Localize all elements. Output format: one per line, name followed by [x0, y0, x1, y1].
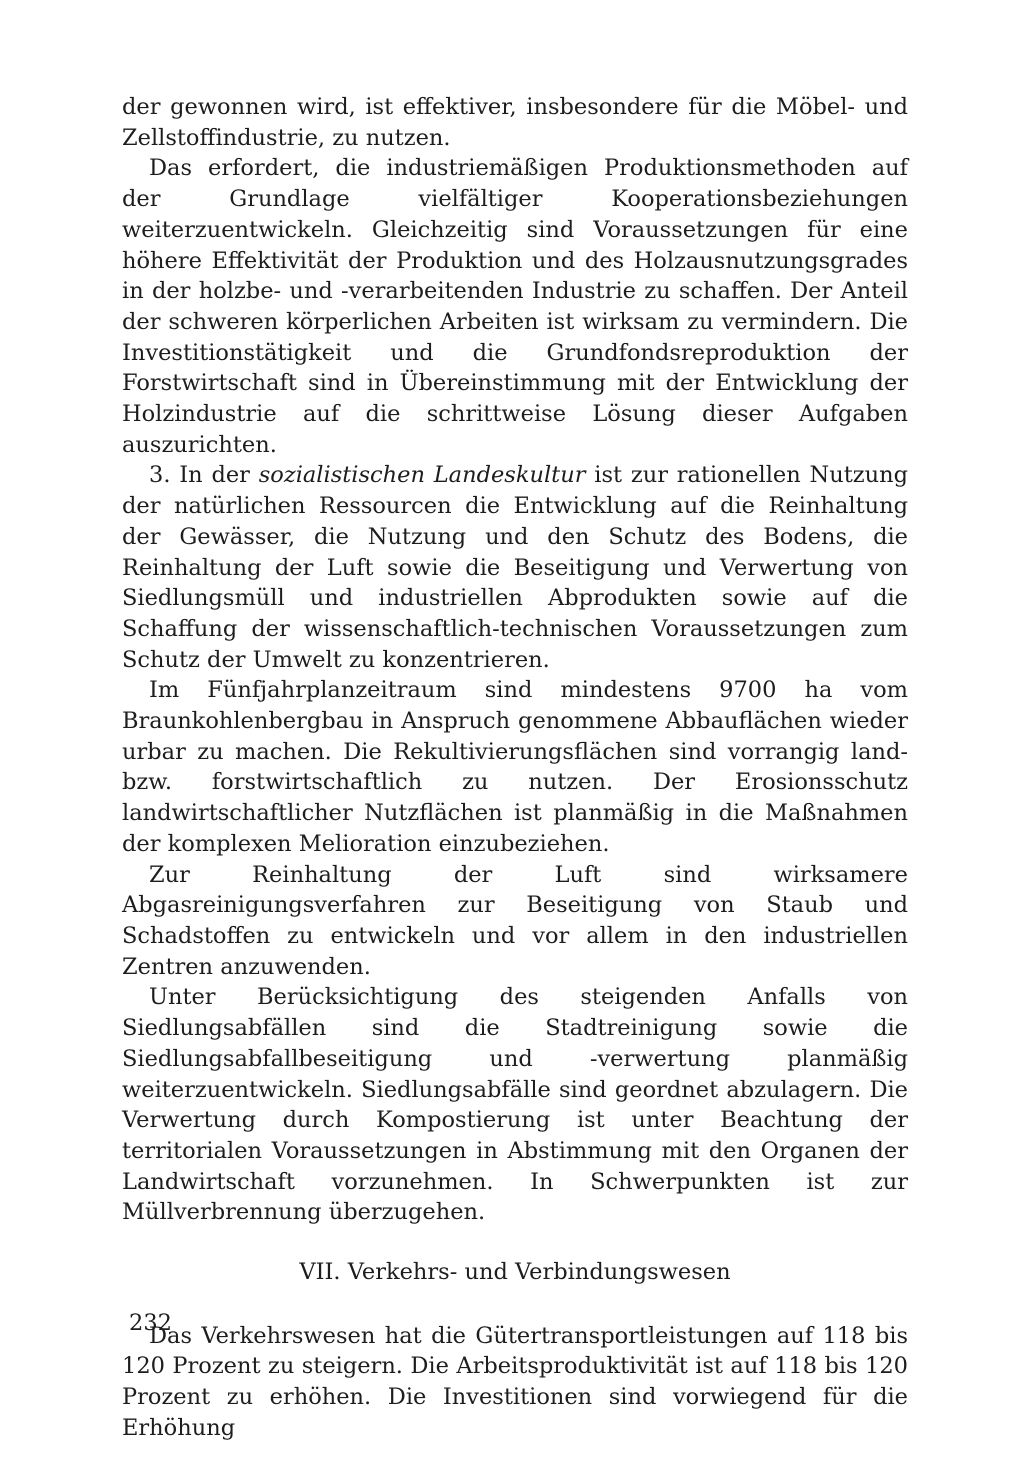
paragraph-luft: Zur Reinhaltung der Luft sind wirksamere Abgasreinigungsverfahren zur Beseitigung von Staub und Schadstoffen zu entwickeln und vor allem in den industriellen Zentren anzuwenden.: [122, 861, 908, 980]
item-number: 3. In der: [149, 462, 250, 489]
paragraph-production-methods: Das erfordert, die industriemäßigen Produktionsmethoden auf der Grundlage vielfältiger Kooperationsbeziehungen weiterzuentwickeln. Gleichzeitig sind Voraussetzungen für eine höhere Effektivität der Produktion und des Holzausnutzungsgrades in der holzbe- und -verarbeitenden Industrie zu schaffen. Der Anteil der schweren körperlichen Arbeiten ist wirksam zu vermindern. Die Investitionstätigkeit und die Grundfondsreproduktion der Forstwirtschaft sind in Übereinstimmung mit der Entwicklung der Holzindustrie auf die schrittweise Lösung dieser Aufgaben auszurichten.: [122, 155, 908, 458]
paragraph-siedlungsabfaelle: Unter Berücksichtigung des steigenden Anfalls von Siedlungsabfällen sind die Stadtreinigung sowie die Siedlungsabfallbeseitigung und -verwertung planmäßig weiterzuentwickeln. Siedlungsabfälle sind geordnet abzulagern. Die Verwertung durch Kompostierung ist unter Beachtung der territorialen Voraussetzungen in Abstimmung mit den Organen der Landwirtschaft vorzunehmen. In Schwerpunkten ist zur Müllverbrennung überzugehen.: [122, 984, 908, 1226]
emphasis-landeskultur: sozialistischen Landeskultur: [258, 462, 586, 489]
paragraph-landeskultur: [122, 460, 908, 675]
page-number: 232: [129, 1310, 172, 1336]
paragraph-rekultivierung: Im Fünfjahrplanzeitraum sind mindestens 9700 ha vom Braunkohlenbergbau in Anspruch genommene Abbauflächen wieder urbar zu machen. Die Rekultivierungsflächen sind vorrangig land- bzw. forstwirtschaftlich zu nutzen. Der Erosionsschutz landwirtschaftlicher Nutzflächen ist planmäßig in die Maßnahmen der komplexen Melioration einzubeziehen.: [122, 677, 908, 857]
item-text: ist zur rationellen Nutzung der natürlichen Ressourcen die Entwicklung auf die Reinhaltung der Gewässer, die Nutzung und den Schutz des Bodens, die Reinhaltung der Luft sowie die Beseitigung und Verwertung von Siedlungsmüll und industriellen Abprodukten sowie auf die Schaffung der wissenschaftlich-technischen Voraussetzungen zum Schutz der Umwelt zu konzentrieren.: [122, 462, 909, 673]
paragraph-verkehrswesen: Das Verkehrswesen hat die Gütertransportleistungen auf 118 bis 120 Prozent zu steigern. Die Arbeitsproduktivität ist auf 118 bis 120 Prozent zu erhöhen. Die Investitionen sind vorwiegend für die Erhöhung: [122, 1322, 908, 1441]
paragraph-continuation: der gewonnen wird, ist effektiver, insbesondere für die Möbel- und Zellstoffindustrie, zu nutzen.: [122, 94, 908, 151]
section-heading: VII. Verkehrs- und Verbindungswesen: [299, 1259, 731, 1286]
page-body: [122, 92, 908, 1444]
